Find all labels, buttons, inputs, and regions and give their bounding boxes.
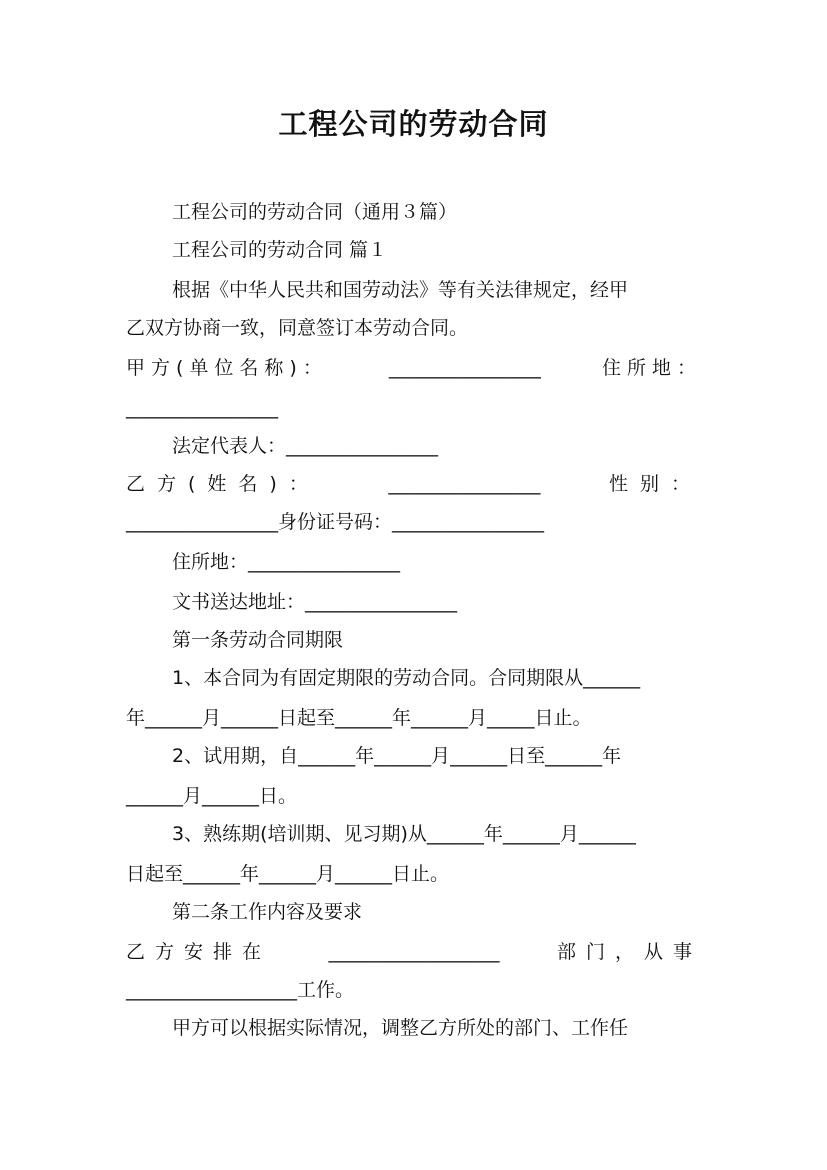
- paragraph-line: 住所地：________________: [172, 551, 401, 573]
- assignment-label: 乙方安排在: [126, 941, 272, 963]
- paragraph-line: ________________身份证号码：________________: [126, 511, 545, 533]
- paragraph-line: 3、熟练期(培训期、见习期)从______年______月______: [172, 823, 636, 845]
- paragraph-line: 1、本合同为有固定期限的劳动合同。合同期限从______: [172, 667, 641, 689]
- paragraph-line: 工程公司的劳动合同 篇１: [172, 239, 388, 261]
- department-blank: __________________: [328, 941, 500, 963]
- paragraph-line: 乙双方协商一致，同意签订本劳动合同。: [126, 317, 469, 339]
- party-b-name-blank: ________________: [388, 473, 541, 495]
- paragraph-line: ______月______日。: [126, 785, 298, 807]
- party-a-label: 甲方(单位名称)：: [126, 357, 328, 379]
- paragraph-line: 2、试用期，自______年______月______日至______年: [172, 745, 622, 767]
- paragraph-line: 年______月______日起至______年______月_____日止。: [126, 707, 592, 729]
- department-line: [126, 938, 702, 966]
- paragraph-line: 日起至______年______月______日止。: [126, 863, 450, 885]
- gender-label: 性别：: [608, 473, 702, 495]
- party-b-name-line: [126, 470, 702, 498]
- paragraph-line: 根据《中华人民共和国劳动法》等有关法律规定，经甲: [172, 279, 629, 301]
- section-heading: 第二条工作内容及要求: [172, 901, 363, 923]
- paragraph-line: __________________工作。: [126, 979, 355, 1001]
- department-label: 部门，从事: [556, 941, 702, 963]
- party-a-address-label: 住所地：: [601, 357, 702, 379]
- document-title: 工程公司的劳动合同: [278, 107, 549, 141]
- party-a-name-blank: ________________: [388, 357, 541, 379]
- party-a-name-line: [126, 354, 702, 382]
- paragraph-line: 甲方可以根据实际情况，调整乙方所处的部门、工作任: [172, 1017, 629, 1039]
- section-heading: 第一条劳动合同期限: [172, 629, 344, 651]
- paragraph-line: 文书送达地址：________________: [172, 591, 458, 613]
- paragraph-line: 工程公司的劳动合同（通用３篇）: [172, 201, 458, 223]
- paragraph-line: ________________: [126, 397, 278, 419]
- party-b-label: 乙方(姓名)：: [126, 473, 320, 495]
- paragraph-line: 法定代表人：________________: [172, 435, 439, 457]
